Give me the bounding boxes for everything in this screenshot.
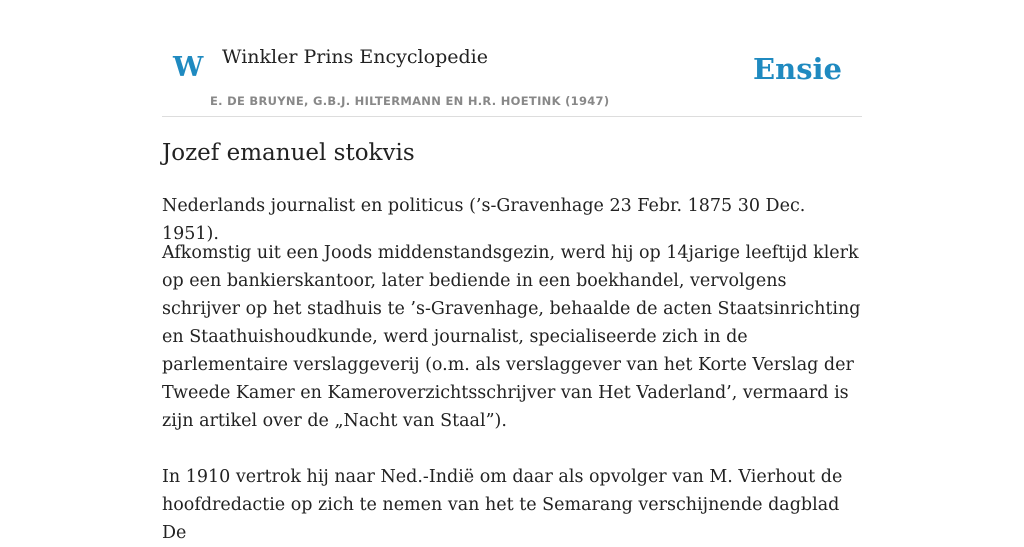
- publication-authors: E. DE BRUYNE, G.B.J. HILTERMANN EN H.R. HOETINK (1947): [210, 94, 610, 108]
- winkler-prins-logo[interactable]: W: [173, 52, 204, 83]
- article-title: Jozef emanuel stokvis: [162, 140, 415, 166]
- article-paragraph: Nederlands journalist en politicus (’s-Gravenhage 23 Febr. 1875 30 Dec. 1951).: [162, 196, 806, 244]
- publication-title[interactable]: Winkler Prins Encyclopedie: [222, 46, 488, 68]
- article-paragraph: In 1910 vertrok hij naar Ned.-Indië om daar als opvolger van M. Vierhout de hoofdredactie op zich te nemen van het te Semarang verschijnende dagblad De: [162, 467, 843, 543]
- article-paragraph: Afkomstig uit een Joods middenstandsgezin, werd hij op 14jarige leeftijd klerk op een bankierskantoor, later bediende in een boekhandel, vervolgens schrijver op het stadhuis te ’s-Gravenhage, behaalde de acten Staatsinrichting en Staathuishoudkunde, werd journalist, specialiseerde zich in de parlementaire verslaggeverij (o.m. als verslaggever van het Korte Verslag der Tweede Kamer en Kameroverzichtsschrijver van Het Vaderland’, vermaard is zijn artikel over de „Nacht van Staal”).: [162, 243, 861, 431]
- page: [162, 0, 862, 543]
- header: [162, 0, 862, 117]
- ensie-logo[interactable]: Ensie: [753, 52, 842, 86]
